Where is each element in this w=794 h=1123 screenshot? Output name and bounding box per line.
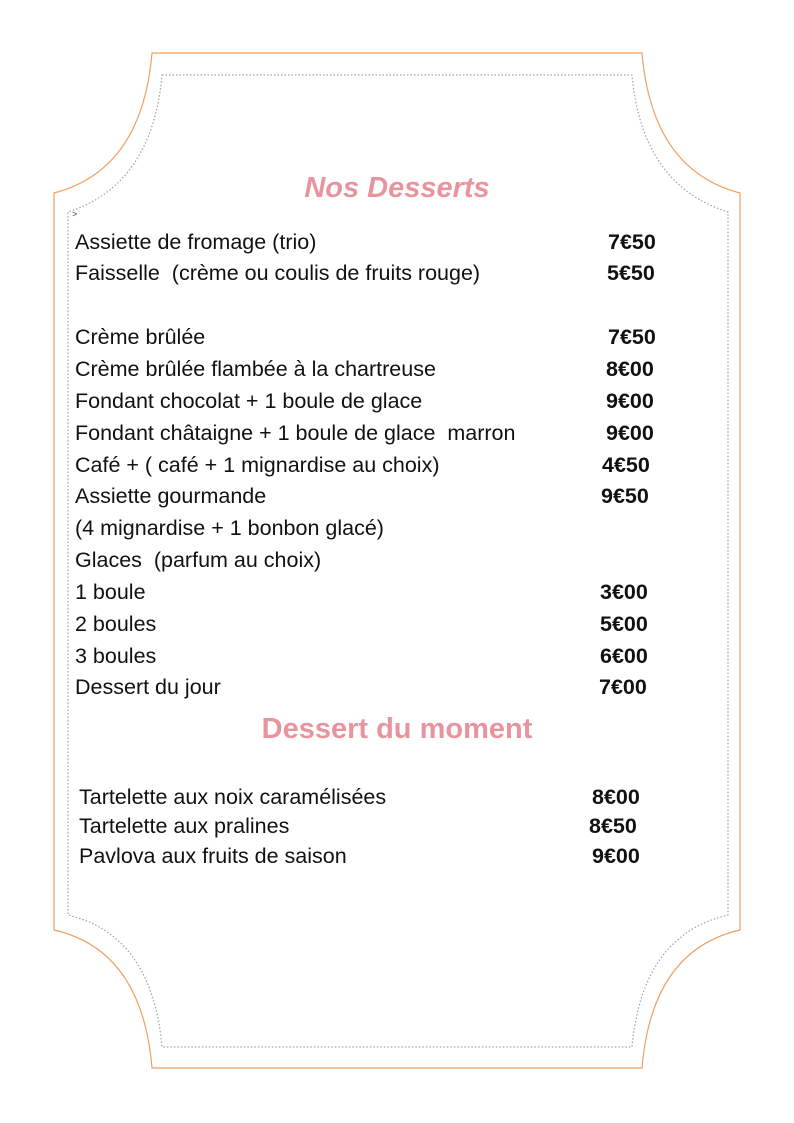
item-name: Tartelette aux noix caramélisées xyxy=(79,785,387,809)
item-name: Dessert du jour xyxy=(75,675,221,699)
item-price: 8€50 xyxy=(589,814,637,838)
item-name: Café + ( café + 1 mignardise au choix) xyxy=(75,453,440,477)
item-price: 6€00 xyxy=(600,644,648,668)
item-price: 9€00 xyxy=(606,421,654,445)
item-name: Crème brûlée xyxy=(75,325,206,349)
item-name: 2 boules xyxy=(75,612,157,636)
item-name: Tartelette aux pralines xyxy=(79,814,290,838)
item-name: Glaces (parfum au choix) xyxy=(75,548,322,572)
item-price: 5€00 xyxy=(600,612,648,636)
item-price: 7€50 xyxy=(608,230,656,254)
item-price: 7€00 xyxy=(599,675,647,699)
item-name: Crème brûlée flambée à la chartreuse xyxy=(75,357,436,381)
item-name: Fondant châtaigne + 1 boule de glace marron xyxy=(75,421,516,445)
section-title-moment: Dessert du moment xyxy=(261,713,533,745)
moment-item xyxy=(79,841,640,931)
item-name: Pavlova aux fruits de saison xyxy=(79,844,347,868)
item-price: 7€50 xyxy=(608,325,656,349)
marker-glyph: > xyxy=(72,209,78,219)
item-price: 9€50 xyxy=(601,484,649,508)
item-price: 9€00 xyxy=(606,389,654,413)
item-name: Assiette de fromage (trio) xyxy=(75,230,317,254)
item-price: 5€50 xyxy=(607,261,655,285)
item-price: 4€50 xyxy=(602,453,650,477)
item-name: 1 boule xyxy=(75,580,146,604)
item-name: Fondant chocolat + 1 boule de glace xyxy=(75,389,423,413)
item-name: (4 mignardise + 1 bonbon glacé) xyxy=(75,516,384,540)
item-name: Faisselle (crème ou coulis de fruits rouge) xyxy=(75,261,481,285)
item-price: 8€00 xyxy=(592,785,640,809)
item-price: 8€00 xyxy=(606,357,654,381)
item-name: Assiette gourmande xyxy=(75,484,267,508)
item-price: 3€00 xyxy=(600,580,648,604)
item-price: 9€00 xyxy=(592,844,640,868)
item-name: 3 boules xyxy=(75,644,157,668)
section-title-desserts: Nos Desserts xyxy=(304,172,490,204)
